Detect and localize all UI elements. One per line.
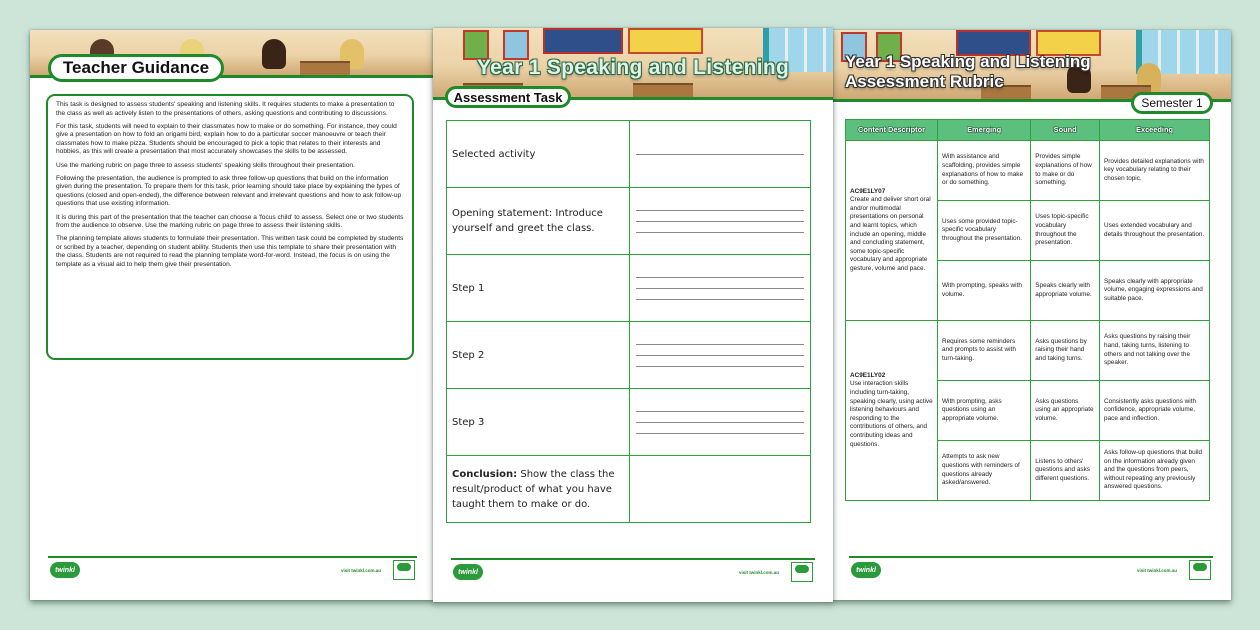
rubric-cell: Consistently asks questions with confidence, appropriate volume, pace and inflection. <box>1100 381 1210 441</box>
descriptor-code: AC9E1LY02 <box>850 371 886 379</box>
row-label: Step 2 <box>447 322 630 389</box>
guidance-text-box <box>46 94 414 360</box>
writing-line <box>636 355 804 356</box>
student-illustration <box>262 39 286 69</box>
rubric-cell: Uses some provided topic-specific vocabulary throughout the presentation. <box>938 201 1031 261</box>
table-row <box>447 188 811 255</box>
banner-title-line: Year 1 Speaking and Listening <box>845 52 1091 71</box>
row-label: Step 3 <box>447 389 630 456</box>
footer-website: visit twinkl.com.au <box>340 568 381 573</box>
twinkl-logo-icon: twinkl <box>851 562 881 578</box>
footer-divider <box>849 556 1213 558</box>
table-header-row <box>846 120 1210 141</box>
guidance-paragraph: Following the presentation, the audience is prompted to ask three follow-up questions that build on the information given during the presentation. To prepare them for this task, prior learning should take place by explaining the types of questions (closed and open-ended), the difference between relevant and irrelevant questions and how to ask follow-up questions that use existing information. <box>56 174 402 208</box>
table-row <box>846 321 1210 381</box>
footer-divider <box>451 558 815 560</box>
rubric-cell: With prompting, asks questions using an appropriate volume. <box>938 381 1031 441</box>
table-row <box>846 141 1210 201</box>
banner-title: Year 1 Speaking and Listening <box>477 56 790 79</box>
row-label: Selected activity <box>447 121 630 188</box>
writing-area[interactable] <box>630 389 811 456</box>
board-illustration <box>628 28 703 54</box>
footer-divider <box>48 556 417 558</box>
writing-line <box>636 411 804 412</box>
rubric-cell: With prompting, speaks with volume. <box>938 261 1031 321</box>
banner-title <box>845 52 1091 92</box>
footer-website: visit twinkl.com.au <box>1136 568 1177 573</box>
guidance-paragraph: It is during this part of the presentation that the teacher can choose a 'focus child' to assess. Select one or two students from the audience to observe. Use the marking rubric on page three to assess their listening skills. <box>56 213 404 230</box>
quality-checked-badge-icon <box>393 560 415 580</box>
twinkl-logo-icon: twinkl <box>50 562 80 578</box>
page-teacher-guidance <box>30 30 435 600</box>
guidance-paragraph: Use the marking rubric on page three to assess students' speaking skills throughout their presentation. <box>56 161 355 169</box>
descriptor-code: AC9E1LY07 <box>850 187 886 195</box>
rubric-cell: Asks follow-up questions that build on the information already given and the questions from peers, without repeating any previously answered questions. <box>1100 441 1210 501</box>
desk-illustration <box>633 83 693 97</box>
footer-website: visit twinkl.com.au <box>738 570 779 575</box>
rubric-cell: Speaks clearly with appropriate volume. <box>1031 261 1100 321</box>
page-footer <box>849 556 1213 586</box>
column-header: Content Descriptor <box>846 120 938 141</box>
rubric-cell: Speaks clearly with appropriate volume, engaging expressions and suitable pace. <box>1100 261 1210 321</box>
content-descriptor-cell <box>846 141 938 321</box>
row-label <box>447 456 630 523</box>
writing-area[interactable] <box>630 121 811 188</box>
writing-line <box>636 288 804 289</box>
rubric-cell: Uses topic-specific vocabulary throughout the presentation. <box>1031 201 1100 261</box>
rubric-cell: Asks questions by raising their hand, taking turns, listening to others and not talking over the speaker. <box>1100 321 1210 381</box>
writing-line <box>636 154 804 155</box>
rubric-cell: Provides detailed explanations with key vocabulary relating to their chosen topic. <box>1100 141 1210 201</box>
table-row <box>447 389 811 456</box>
page-title: Assessment Task <box>445 86 571 108</box>
guidance-paragraph: For this task, students will need to explain to their classmates how to make or do something. For instance, they could give a presentation on how to fold an origami bird, explain how to do a particular soccer manoeuvre or teach their classmates how to make pizza. Students should be encouraged to pick a topic that relates to their interests and hobbies, as this will create a presentation that most accurately showcases the skills to be assessed. <box>56 122 397 156</box>
rubric-cell: Uses extended vocabulary and details throughout the presentation. <box>1100 201 1210 261</box>
descriptor-text: Use interaction skills including turn-taking, speaking clearly, using active listening behaviours and responding to the contributions of others, and contributing ideas and questions. <box>850 380 933 448</box>
board-illustration <box>543 28 623 54</box>
rubric-cell: Attempts to ask new questions with reminders of questions already asked/answered. <box>938 441 1031 501</box>
page-assessment-task <box>433 28 833 602</box>
quality-checked-badge-icon <box>1189 560 1211 580</box>
writing-line <box>636 277 804 278</box>
table-row <box>447 456 811 523</box>
column-header: Exceeding <box>1100 120 1210 141</box>
writing-line <box>636 232 804 233</box>
table-row <box>447 255 811 322</box>
column-header: Sound <box>1031 120 1100 141</box>
descriptor-text: Create and deliver short oral and/or multimodal presentations on personal and learnt topics, which include an opening, middle and concluding statement, some topic-specific vocabulary and appropriate gesture, volume and pace. <box>850 196 931 272</box>
rubric-cell: Provides simple explanations of how to make or do something. <box>1031 141 1100 201</box>
writing-area[interactable] <box>630 322 811 389</box>
row-label-bold: Conclusion: <box>452 468 518 480</box>
writing-line <box>636 344 804 345</box>
page-footer <box>48 556 417 586</box>
writing-line <box>636 221 804 222</box>
rubric-cell: Asks questions by raising their hand and taking turns. <box>1031 321 1100 381</box>
column-header: Emerging <box>938 120 1031 141</box>
rubric-cell: Requires some reminders and prompts to assist with turn-taking. <box>938 321 1031 381</box>
banner-title-line: Assessment Rubric <box>845 72 1004 91</box>
desk-illustration <box>300 61 350 75</box>
guidance-paragraph: The planning template allows students to formulate their presentation. This written task could be completed by students or scribed by a teacher, depending on student ability. Students then use this template to share their presentation with the class. Students are not required to read the planning template word-for-word. Instead, the focus is on using the template as a visual aid to help them give their presentation. <box>56 235 404 268</box>
writing-line <box>636 210 804 211</box>
assessment-task-table <box>446 120 811 523</box>
page-footer <box>451 558 815 588</box>
quality-checked-badge-icon <box>791 562 813 582</box>
rubric-cell: Listens to others' questions and asks different questions. <box>1031 441 1100 501</box>
rubric-cell: With assistance and scaffolding, provides simple explanations of how to make or do something. <box>938 141 1031 201</box>
writing-area[interactable] <box>630 188 811 255</box>
writing-area[interactable] <box>630 456 811 523</box>
page-assessment-rubric <box>831 30 1231 600</box>
content-descriptor-cell <box>846 321 938 501</box>
writing-area[interactable] <box>630 255 811 322</box>
writing-line <box>636 366 804 367</box>
table-row <box>447 322 811 389</box>
page-title: Teacher Guidance <box>48 54 224 82</box>
writing-line <box>636 433 804 434</box>
row-label-text: Show the class the result/product of what you have taught them to make or do. <box>452 468 615 510</box>
rubric-cell: Asks questions using an appropriate volume. <box>1031 381 1100 441</box>
twinkl-logo-icon: twinkl <box>453 564 483 580</box>
table-row <box>447 121 811 188</box>
row-label: Step 1 <box>447 255 630 322</box>
writing-line <box>636 299 804 300</box>
row-label: Opening statement: Introduce yourself and greet the class. <box>447 188 630 255</box>
writing-line <box>636 422 804 423</box>
assessment-rubric-table <box>845 119 1210 501</box>
semester-label: Semester 1 <box>1131 92 1213 114</box>
guidance-paragraph: This task is designed to assess students' speaking and listening skills. It requires students to make a presentation to the class as well as actively listen to the presentations of others, asking questions and contributing to discussions. <box>56 101 395 117</box>
